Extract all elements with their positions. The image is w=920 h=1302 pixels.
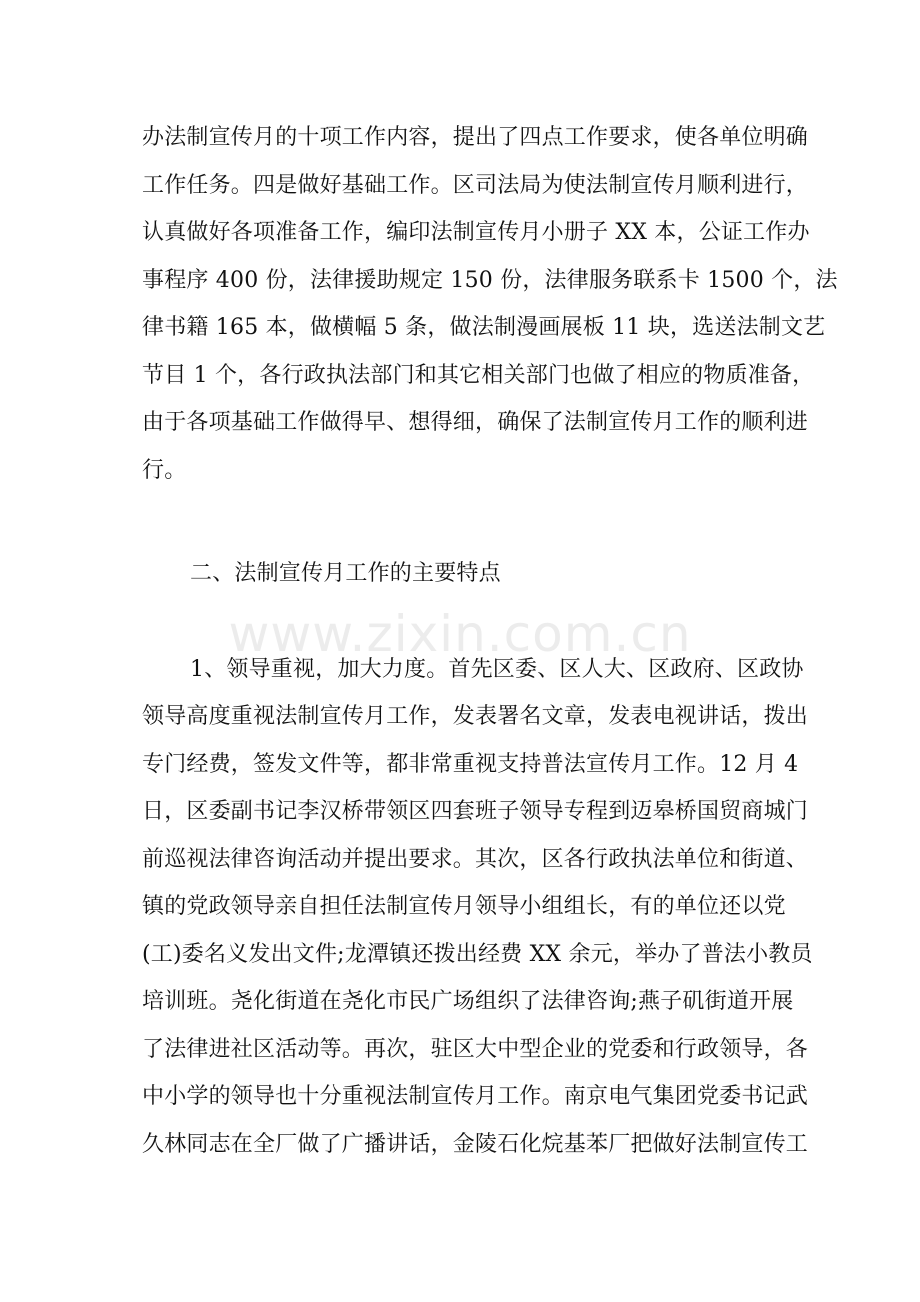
paragraph-1-line-2: 工作任务。四是做好基础工作。区司法局为使法制宣传月顺利进行，: [142, 173, 809, 198]
paragraph-2-line-2: 领导高度重视法制宣传月工作，发表署名文章，发表电视讲话，拨出: [142, 704, 809, 729]
paragraph-2-line-11: 久林同志在全厂做了广播讲话，金陵石化烷基苯厂把做好法制宣传工: [142, 1132, 809, 1157]
paragraph-2-line-9: 了法律进社区活动等。再次，驻区大中型企业的党委和行政领导，各: [142, 1037, 809, 1062]
paragraph-2-line-6: 镇的党政领导亲自担任法制宣传月领导小组组长，有的单位还以党: [142, 894, 786, 919]
paragraph-1-line-4: 事程序 400 份，法律援助规定 150 份，法律服务联系卡 1500 个，法: [142, 268, 838, 293]
paragraph-1-line-8: 行。: [142, 458, 187, 483]
paragraph-2-line-7: (工)委名义发出文件;龙潭镇还拨出经费 XX 余元，举办了普法小教员: [142, 942, 813, 967]
paragraph-2-line-8: 培训班。尧化街道在尧化市民广场组织了法律咨询;燕子矶街道开展: [142, 989, 794, 1014]
paragraph-2-line-4: 日，区委副书记李汉桥带领区四套班子领导专程到迈皋桥国贸商城门: [142, 799, 809, 824]
paragraph-1-line-1: 办法制宣传月的十项工作内容，提出了四点工作要求，使各单位明确: [142, 125, 809, 150]
paragraph-1-line-3: 认真做好各项准备工作，编印法制宣传月小册子 XX 本，公证工作办: [142, 220, 810, 245]
watermark: www.zixin.com.cn: [228, 605, 692, 663]
paragraph-2-line-3: 专门经费，签发文件等，都非常重视支持普法宣传月工作。12 月 4: [142, 752, 799, 777]
paragraph-2-line-5: 前巡视法律咨询活动并提出要求。其次，区各行政执法单位和街道、: [142, 847, 809, 872]
section-heading: 二、法制宣传月工作的主要特点: [190, 561, 501, 586]
paragraph-1-line-6: 节目 1 个，各行政执法部门和其它相关部门也做了相应的物质准备，: [142, 363, 815, 388]
paragraph-2-line-10: 中小学的领导也十分重视法制宣传月工作。南京电气集团党委书记武: [142, 1084, 809, 1109]
paragraph-2-line-1: 1、领导重视，加大力度。首先区委、区人大、区政府、区政协: [190, 657, 804, 682]
paragraph-1-line-5: 律书籍 165 本，做横幅 5 条，做法制漫画展板 11 块，选送法制文艺: [142, 315, 826, 340]
paragraph-1-line-7: 由于各项基础工作做得早、想得细，确保了法制宣传月工作的顺利进: [142, 410, 809, 435]
